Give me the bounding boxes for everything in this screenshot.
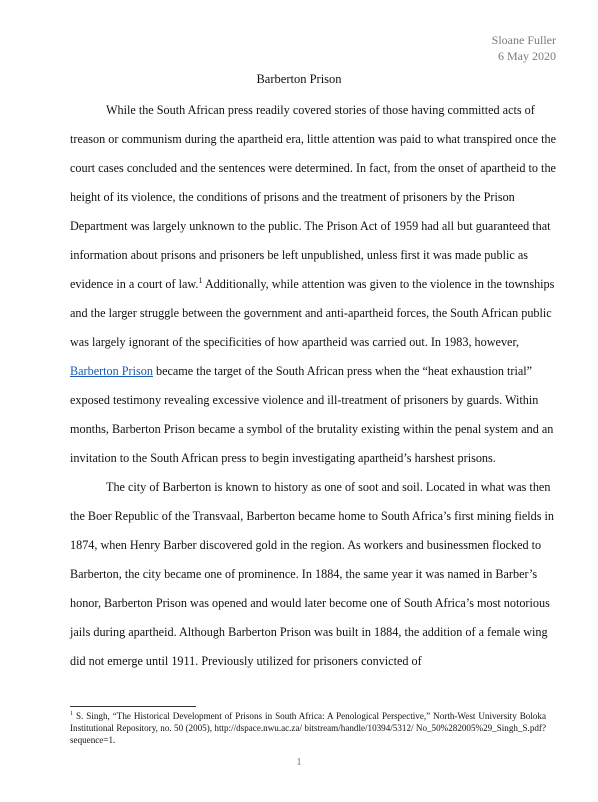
author-name: Sloane Fuller [491,33,556,47]
paragraph-1-part-1: While the South African press readily covered stories of those having committed acts of treason or communism during the apartheid era, little attention was paid to what transpired once the court cases concluded and the sentences were determined. In fact, from the onset of apartheid to the height of its violence, the conditions of prisons and the treatment of prisoners by the Prison Department was largely unknown to the public. The Prison Act of 1959 had all but guaranteed that information about prisons and prisoners be left unpublished, unless first it was made public as evidence in a court of law. [70,103,557,291]
paragraph-1 [70,96,560,473]
paragraph-1-part-2: Additionally, while attention was given to the violence in the townships and the larger struggle between the government and anti-apartheid forces, the South African public was largely ignorant of the specificities of how apartheid was carried out. In 1983, however, [70,277,555,349]
document-body [70,96,560,676]
paragraph-2: The city of Barberton is known to history as one of soot and soil. Located in what was then the Boer Republic of the Transvaal, Barberton became home to South Africa’s first mining fields in 1874, when Henry Barber discovered gold in the region. As workers and businessmen flocked to Barberton, the city became one of prominence. In 1884, the same year it was named in Barber’s honor, Barberton Prison was opened and would later become one of South Africa’s most notorious jails during apartheid. Although Barberton Prison was built in 1884, the addition of a female wing did not emerge until 1911. Previously utilized for prisoners convicted of [70,480,555,668]
footnote-number: 1 [70,710,73,717]
page-number: 1 [296,756,302,768]
page-header [492,32,556,64]
document-date: 6 May 2020 [498,49,556,63]
paragraph-1-part-3: became the target of the South African press when the “heat exhaustion trial” exposed testimony revealing excessive violence and ill-treatment of prisoners by guards. Within months, Barberton Prison became a symbol of the brutality existing within the penal system and an invitation to the South African press to begin investigating apartheid’s harshest prisons. [70,364,554,465]
document-title: Barberton Prison [256,72,342,86]
footnote [70,710,546,746]
barberton-prison-link[interactable]: Barberton Prison [70,364,153,378]
footnote-text: S. Singh, “The Historical Development of Prisons in South Africa: A Penological Perspective,” North-West University Boloka Institutional Repository, no. 50 (2005), http://dspace.nwu.ac.za/ bitstream/handle/10394/5312/ No_50%282005%29_Singh_S.pdf?sequence=1. [70,711,546,745]
footnote-separator [70,706,196,707]
footnote-reference[interactable]: 1 [198,275,203,285]
